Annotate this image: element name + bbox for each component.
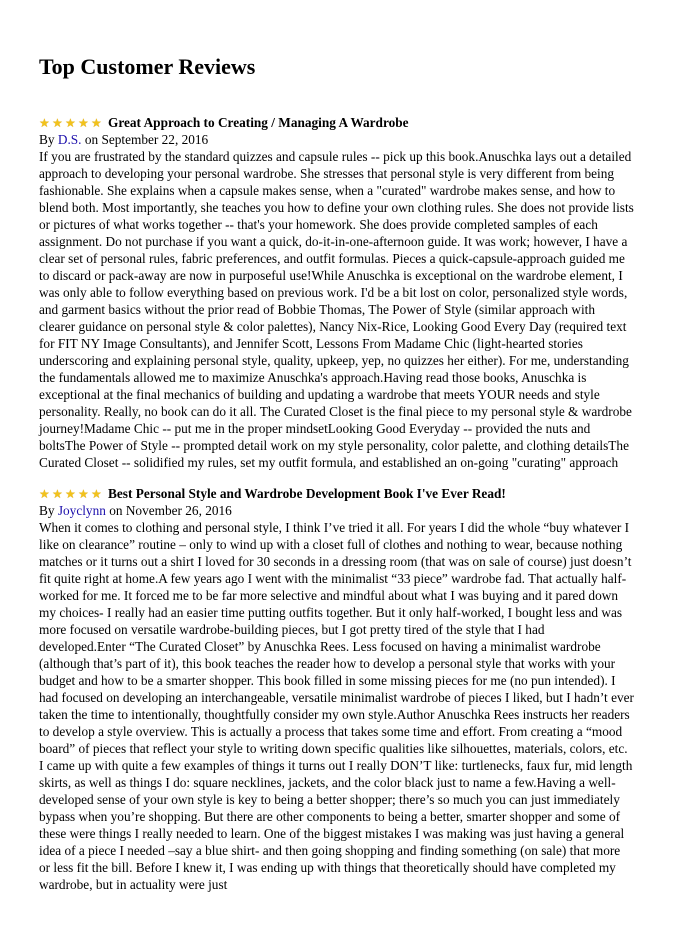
star-icon: ★ <box>91 486 102 501</box>
review-header <box>39 485 634 502</box>
star-icon: ★ <box>39 115 50 130</box>
star-icon: ★ <box>65 115 76 130</box>
star-icon: ★ <box>52 486 63 501</box>
review-title: Great Approach to Creating / Managing A Wardrobe <box>108 114 409 130</box>
by-label: By <box>39 132 55 147</box>
review-byline <box>39 131 634 148</box>
review-title: Best Personal Style and Wardrobe Development Book I've Ever Read! <box>108 485 506 501</box>
review-header <box>39 114 634 131</box>
review-date: November 26, 2016 <box>125 503 232 518</box>
star-icon: ★ <box>65 486 76 501</box>
by-label: By <box>39 503 55 518</box>
review-body: If you are frustrated by the standard quizzes and capsule rules -- pick up this book.Anuschka lays out a detailed approach to developing your personal wardrobe. She stresses that personal style is very different from being fashionable. She explains when a capsule makes sense, when a "curated" wardrobe makes sense, and how to blend both. Most importantly, she teaches you how to define your own clothing rules. She does not provide lists or pictures of what works together -- that's your homework. She does provide completed samples of each assignment. Do not purchase if you want a quick, do-it-in-one-afternoon guide. It was work; however, I have a clear set of personal rules, fabric preferences, and outfit formulas. Pieces a quick-capsule-approach guided me to discard or pack-away are now in purposeful use!While Anuschka is exceptional on the wardrobe element, I was only able to follow everything based on previous work. I'd be a bit lost on color, personalized style words, and garment basics without the prior read of Bobbie Thomas, The Power of Style (similar approach with clearer guidance on personal style & color palettes), Nancy Nix-Rice, Looking Good Every Day (required text for FIT NY Image Consultants), and Jennifer Scott, Lessons From Madame Chic (light-hearted stories underscoring and explaining personal style, quality, upkeep, yep, no quizzes her either). For me, understanding the fundamentals allowed me to maximize Anuschka's approach.Having read those books, Anuschka is exceptional at the final mechanics of building and updating a wardrobe that meets YOUR needs and style personality. Really, no book can do it all. The Curated Closet is the final piece to my personal style & wardrobe journey!Madame Chic -- put me in the proper mindsetLooking Good Everyday -- provided the nuts and boltsThe Power of Style -- prompted detail work on my style personality, color palette, and clothing detailsThe Curated Closet -- solidified my rules, set my outfit formula, and established an on-going "curating" approach <box>39 149 634 470</box>
star-icon: ★ <box>52 115 63 130</box>
page-title: Top Customer Reviews <box>39 54 256 79</box>
review <box>39 485 634 893</box>
review-date: September 22, 2016 <box>101 132 209 147</box>
star-rating <box>39 117 104 129</box>
star-icon: ★ <box>78 115 89 130</box>
star-icon: ★ <box>39 486 50 501</box>
on-label: on <box>84 132 99 147</box>
review <box>39 114 634 471</box>
star-icon: ★ <box>78 486 89 501</box>
author-link[interactable]: Joyclynn <box>57 503 106 518</box>
star-icon: ★ <box>91 115 102 130</box>
review-body: When it comes to clothing and personal style, I think I’ve tried it all. For years I did the whole “buy whatever I like on clearance” routine – only to wind up with a closet full of clothes and nothing to wear, because nothing matches or it turns out a shirt I loved for 30 seconds in a dressing room (that was on sale of course) just doesn’t fit quite right at home.A few years ago I went with the minimalist “33 piece” wardrobe fad. That actually half-worked for me. It forced me to be far more selective and mindful about what I was buying and it pared down my choices- I really had an easier time putting outfits together. But it only half-worked, I bought less and was more focused on versatile wardrobe-building pieces, but I got pretty tired of the style that I had developed.Enter “The Curated Closet” by Anuschka Rees. Less focused on having a minimalist wardrobe (although that’s part of it), this book teaches the reader how to develop a personal style that works with your budget and how to be a smarter shopper. This book filled in some missing pieces for me (no pun intended). I had focused on developing an interchangeable, versatile minimalist wardrobe of pieces I liked, but I hadn’t ever taken the time to intentionally, thoughtfully consider my own style.Author Anuschka Rees instructs her readers to develop a style overview. This is actually a process that takes some time and effort. From creating a “mood board” of pieces that reflect your style to writing down specific qualities like silhouettes, materials, colors, etc. I came up with quite a few examples of things it turns out I really DON’T like: turtlenecks, faux fur, mid length skirts, as well as things I do: square necklines, jackets, and the color black just to name a few.Having a well-developed sense of your own style is key to being a better shopper; there’s so much you can just immediately bypass when you’re shopping. But there are other components to being a better, smarter shopper and some of these were things I really needed to learn. One of the biggest mistakes I was making was just having a general idea of a piece I needed –say a blue shirt- and then going shopping and finding something (on sale) that more or less fit the bill. Before I knew it, I was ending up with things that theoretically should have completed my wardrobe, but in actuality were just <box>39 520 634 892</box>
on-label: on <box>109 503 123 518</box>
author-link[interactable]: D.S. <box>57 132 82 147</box>
review-byline <box>39 502 634 519</box>
star-rating <box>39 488 104 500</box>
